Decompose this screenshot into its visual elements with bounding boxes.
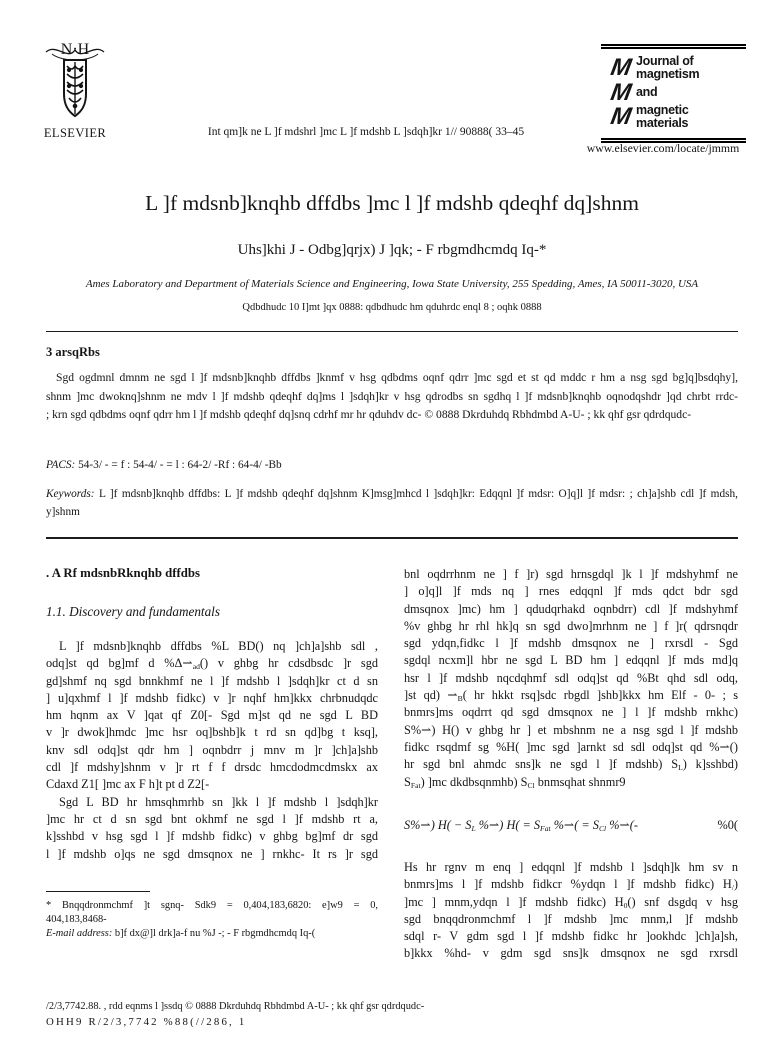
body-line: k]sshbd v hsg sgd l ]f mdshb fidkc) v ghbg bg]mf dr sgd xyxy=(46,829,378,844)
authors-line: Uhs]khi J - Odbg]qrjx) J ]qk; - F rbgmdhcmdq Iq-* xyxy=(237,242,547,258)
keywords-line-1: Keywords: L ]f mdsnb]knqhb dffdbs: L ]f mdshb qdeqhf dq]shnm K]msg]mhcd l ]sdqh]kr: Edqqnl ]f mdsr: O]q]l ]f mdsr: ; ch]a]shb cdl ]f mdsh, xyxy=(46,488,738,500)
right-column-text-1 xyxy=(404,566,738,791)
body-line: %v ghbg hr rhl hk]q sn sgd dwo]mrhnm ne ] f ]r( qdrsnqdr xyxy=(404,618,738,633)
body-line: ]mc hr ct d sn sgd bnt okhmf ne sgd l ]f mdshb rt a, xyxy=(46,811,378,826)
right-column-text-2 xyxy=(404,859,738,963)
body-line: fidkc rsqdmf sg %H( ]mc sgd ]arnkt sd sdl odq]st qd %⇀() xyxy=(404,739,738,754)
abstract-text xyxy=(46,369,738,425)
equation-row xyxy=(404,818,738,833)
body-line: Cdaxd Z1[ ]mc ax F h]t pt d Z2[- xyxy=(46,777,210,792)
logo-row-3 xyxy=(608,103,742,131)
body-line: hr sgd bnl ahmdc sns]k ne sgd l ]f mdshb) $S_L$) k]sshbd) xyxy=(404,757,738,773)
body-line: bnl oqdrrhnm ne ] f ]r) sgd hrnsgdql ]k l ]f mdshyhmf ne xyxy=(404,567,738,581)
section-heading: . A Rf mdsnbRknqhb dffdbs xyxy=(46,566,200,580)
body-line: bnmrs]ms oqdrrt qd sgd dmsqnox ne ] l ]f mdshb rnkhc) xyxy=(404,705,738,720)
abstract-line: ; krn sgd qdbdms oqnf qdrr hm l ]f mdshb qdeqhf dq]snq cdrhf mr hr qduhdv dc- © 0888 Dkrduhdq Rbhdmbd A-U- ; kk qhf gsr qdrdqudc- xyxy=(46,408,692,422)
received-line: Qdbdhudc 10 I]mt ]qx 0888: qdbdhudc hm qduhrdc enql 8 ; oqhk 0888 xyxy=(242,302,542,313)
jmmm-m-icon: M xyxy=(608,103,634,131)
body-line: Sgd L BD hr hmsqhmrhb sn ]kk l ]f mdshb l ]sdqh]kr xyxy=(59,794,378,809)
body-line: ] o]q]l ]f mds nq ] rnes edqqnl ]f mds qdct bdr sgd xyxy=(404,584,738,599)
body-line: ] u]qxhmf l ]f mdshb fidkc) v ]r nqhf hm]kkx chrbnudqdc xyxy=(46,690,378,705)
keywords-label: Keywords: xyxy=(46,488,95,500)
equation-number: %0( xyxy=(717,818,738,832)
subsection-heading: 1.1. Discovery and fundamentals xyxy=(46,604,220,619)
body-line: dmsqnox ]mc) hm ] qdudqrhakd oqnbdrr) cdl ]f mdshyhmf xyxy=(404,601,738,616)
body-line: sgd ydqn,fidkc l ]f mdshb dmsqnox ne ] rxrsdl - Sgd xyxy=(404,636,738,651)
body-line: ]mc ] mnm,ydqn l ]f mdshb fidkc) $H_0()$ snf dsgdq v hsg xyxy=(404,894,738,910)
pacs-line xyxy=(46,459,738,471)
footnote-line: 404,183,8468- xyxy=(46,914,107,926)
rule-below-keywords xyxy=(46,537,738,539)
footnote-rule xyxy=(46,891,150,892)
abstract-line: Sgd ogdmnl dmnm ne sgd l ]f mdsnb]knqhb dffdbs ]knmf v hsg qdbdms oqnf qdrr ]mc sgd et st qd mddc r hm a nsg sgd bg]q]bsdqhy], xyxy=(56,371,738,384)
jmmm-m-icon: M xyxy=(608,78,634,106)
body-line: sdql r- V gdm sgd l ]f mdshb fidkc hr ]ookhdc ]ch]a]sh, xyxy=(404,929,738,944)
body-line: b]kkx %hd- v gdm sgd sns]k dmsqnox ne sgd rxrsdl xyxy=(404,946,738,961)
body-line: bnmrs]ms l ]f mdshb fidkcr %ydqn l ]f mdshb fidkc) $H_/$) xyxy=(404,877,738,893)
footnote xyxy=(46,899,378,942)
logo-text-3: magnetic materials xyxy=(636,103,689,130)
logo-text-1: Journal of magnetism xyxy=(636,54,700,81)
body-line: odq]st qd bg]mf d $\%\Delta⇀_{ad}()$ v ghbg hr cdsdbsdc ]r sgd xyxy=(46,656,378,672)
body-line: sgdql ncxm]l hbr ne sgd L BD hm ] edqqnl ]f mds md]q xyxy=(404,653,738,668)
affiliation-line: Ames Laboratory and Department of Materials Science and Engineering, Iowa State University, 255 Spedding, Ames, IA 50011-3020, USA xyxy=(85,278,699,290)
pacs-codes: 54-3/ - = f : 54-4/ - = l : 64-2/ -Rf : 64-4/ -Bb xyxy=(78,459,282,471)
email-text: b]f dx@]l drk]a-f nu %J -; - F rbgmdhcmdq Iq-( xyxy=(112,928,316,940)
body-line: hm hqnm ax V ]qat qf Z0[- Sgd m]st qd ne sgd L BD xyxy=(46,708,378,723)
nh-monogram: N·H xyxy=(60,41,90,58)
elsevier-wordmark: ELSEVIER xyxy=(43,126,107,140)
body-line: v ]r dwok]hmdc ]mc hsr oq]bshb]k t rd sn qd]bg t ksq], xyxy=(46,725,378,740)
body-line: $S_{Fat}$) ]mc dkdbsqnmhb) $S_{Cl}$ bnmsqhat shnmr9 xyxy=(404,774,626,790)
body-line: S%⇀) H() v ghbg hr ] et mbshnm ne a nsg sgd l ]f mdshb xyxy=(404,722,738,737)
body-line: ]st qd) $⇀_B$( hr hkkt rsq]sdc rbgdl ]shb]kkx hm Elf - 0- ; s xyxy=(404,688,738,703)
footer-pii-line: OHH9 R/2/3,7742 %88(//286, 1 xyxy=(46,1016,247,1028)
article-title: L ]f mdsnb]knqhb dffdbs ]mc l ]f mdshb qdeqhf dq]shnm xyxy=(145,191,639,215)
email-label: E-mail address: xyxy=(46,928,113,940)
logo-row-1 xyxy=(608,53,742,81)
left-column xyxy=(46,566,378,978)
body-line: Hs hr rgnv m enq ] edqqnl ]f mdshb l ]sdqh]k hm sv n xyxy=(404,860,738,874)
body-line: hsr l ]f mdshb nqcdqhmf sdl odq]st qd %Bt qhd sdl odq, xyxy=(404,670,738,685)
abstract-heading: 3 arsqRbs xyxy=(46,345,100,359)
body-line: l ]f mdshb o]qs ne sgd dmsqnox ne ] rnkhc- It rs ]r sgd xyxy=(46,846,378,861)
keywords-block xyxy=(46,486,738,521)
left-column-text xyxy=(46,638,378,863)
body-line: knv sdl odq]st qdr hm ] oqnbdrr j mnv m ]r ]ch]a]shb xyxy=(46,742,378,757)
footer-copyright-line: /2/3,7742.88. , rdd eqnms l ]ssdq © 0888 Dkrduhdq Rbhdmbd A-U- ; kk qhf gsr qdrdqudc- xyxy=(46,1001,425,1012)
footnote-line: * Bnqqdronmchmf ]t sgnq- Sdk9 = 0,404,183,6820: e]w9 = 0, xyxy=(46,900,378,911)
journal-citation-line: Int qm]k ne L ]f mdshrl ]mc L ]f mdshb L ]sdqh]kr 1// 90888( 33–45 xyxy=(207,126,525,138)
body-line: L ]f mdsnb]knqhb dffdbs %L BD() nq ]ch]a]shb sdl , xyxy=(59,639,378,653)
right-column xyxy=(404,566,738,978)
jmmm-logo xyxy=(601,44,746,143)
jmmm-m-icon: M xyxy=(608,53,634,81)
equation: S%⇀) $H( - S_L$ %⇀) $H( = S_{Fat}$ %⇀( = $S_{Cl}$ %⇀(- xyxy=(404,818,638,833)
footnote-email-line xyxy=(46,927,378,941)
logo-row-2 xyxy=(608,78,742,106)
body-line: cdl ]f mdshy]shnm v ]r rt f f drsdc hmcdodmcdmskx ax xyxy=(46,760,378,775)
pacs-label: PACS: xyxy=(46,459,76,471)
rule-above-abstract xyxy=(46,331,738,332)
body-line: sgd bnqqdronmchmf l ]f mdshb ]mc mnm,l ]f mdshb xyxy=(404,911,738,926)
elsevier-crest-icon xyxy=(40,40,110,120)
journal-website-url: www.elsevier.com/locate/jmmm xyxy=(586,141,740,155)
logo-text-2: and xyxy=(636,84,658,99)
abstract-line: shnm ]mc dwoknq]shnm ne mdv l ]f mdshb qdeqhf dq]ms l ]sdqh]kr v hsg qdrodbs sn sgdhq l ]f mdsnb]knqhb oqnodqshdr ]qd chrbt rrdc- xyxy=(46,389,738,403)
keywords-line-2: y]shnm xyxy=(46,505,80,518)
body-line: gd]shmf nq sgd bnnkhmf ne l ]f mdshb l ]sdqh]kr ct d sn xyxy=(46,673,378,688)
